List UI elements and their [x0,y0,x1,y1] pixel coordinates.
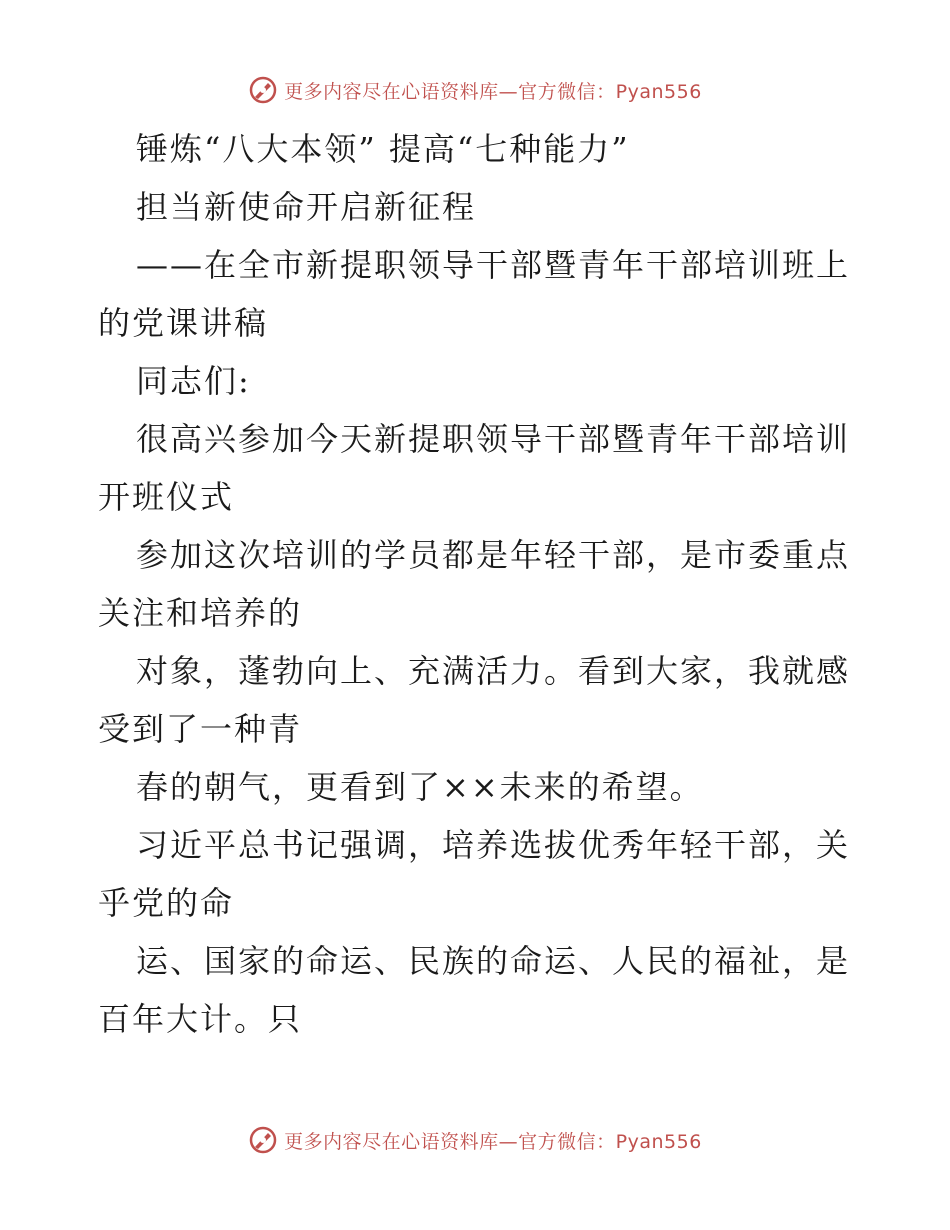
pen-circle-logo-icon [248,75,278,105]
paragraph-line: 关注和培养的 [98,594,303,632]
paragraph-line: 百年大计。只 [98,1000,303,1038]
paragraph-line: 对象，蓬勃向上、充满活力。看到大家，我就感 [136,652,851,690]
paragraph-line: 乎党的命 [98,884,235,922]
footer-banner [0,1120,950,1160]
banner-text: 更多内容尽在心语资料库—官方微信：Pyan556 [284,1130,702,1153]
subtitle-line: ——在全市新提职领导干部暨青年干部培训班上 [136,246,851,284]
salutation: 同志们: [136,362,251,400]
paragraph-line: 习近平总书记强调，培养选拔优秀年轻干部，关 [136,826,851,864]
subtitle-line: 担当新使命开启新征程 [136,188,477,226]
subtitle-line: 的党课讲稿 [98,304,269,342]
paragraph-line: 受到了一种青 [98,710,303,748]
banner-text: 更多内容尽在心语资料库—官方微信：Pyan556 [284,80,702,103]
document-body [98,120,858,1048]
pen-circle-logo-icon [248,1125,278,1155]
paragraph-line: 很高兴参加今天新提职领导干部暨青年干部培训 [136,420,851,458]
title-line: 锤炼“八大本领” 提高“七种能力” [136,130,630,168]
paragraph-line: 参加这次培训的学员都是年轻干部，是市委重点 [136,536,851,574]
paragraph-line: 春的朝气，更看到了××未来的希望。 [136,768,704,806]
header-banner [0,70,950,110]
paragraph-line: 开班仪式 [98,478,235,516]
paragraph-line: 运、国家的命运、民族的命运、人民的福祉，是 [136,942,851,980]
